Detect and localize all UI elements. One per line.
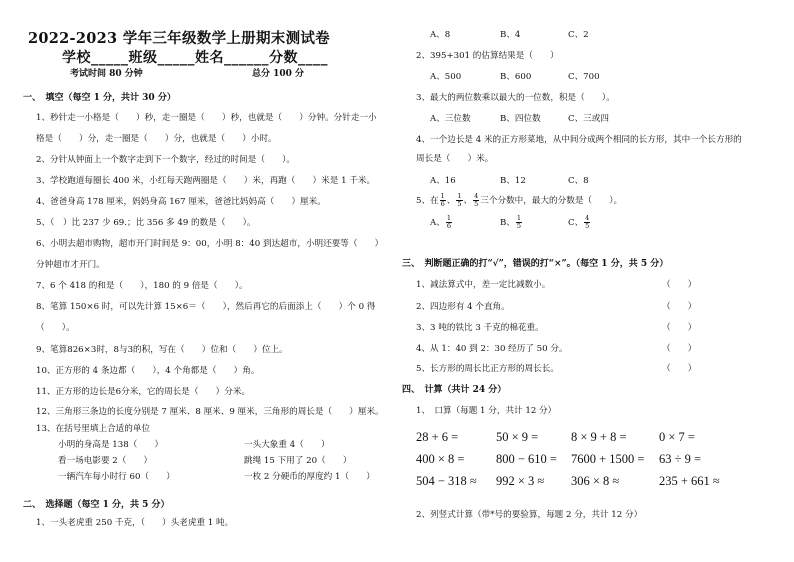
choice-option: C、2	[568, 30, 589, 40]
oral-calc-item: 0 × 7 =	[659, 430, 695, 444]
choice-question-4: 4、一个边长是 4 米的正方形菜地，从中间分成两个相同的长方形，其中一个长方形的	[416, 135, 742, 145]
oral-calc-item: 800 − 610 =	[496, 452, 557, 466]
choice-question-5: 5、在 $\frac{1}{6}$ 、 $\frac{1}{5}$ 、 $\frac{4}{5}$ 三个分数中，最大的分数是（ ）。	[416, 192, 623, 208]
fill-line: 8、笔算 150×6 时，可以先计算 15×6＝（ ），然后再它的后面添上（ ）个 0 得	[36, 302, 376, 312]
choice-option: A、8	[430, 30, 451, 40]
unit-item: 一头大象重 4（ ）	[244, 440, 330, 450]
choice-option: B、12	[500, 176, 526, 186]
oral-calc-item: 28 + 6 =	[416, 430, 459, 444]
choice-option: C、8	[568, 176, 589, 186]
written-calc-heading: 2、列竖式计算（带*号的要验算，每题 2 分，共计 12 分）	[416, 510, 643, 520]
unit-item: 小明的身高是 138（ ）	[58, 440, 164, 450]
choice-option: C、 $\frac{4}{5}$	[568, 214, 590, 230]
choice-option: B、 $\frac{1}{5}$	[500, 214, 522, 230]
unit-item: 看一场电影要 2（ ）	[58, 456, 153, 466]
section1-heading: 一、 填空（每空 1 分，共计 30 分）	[23, 93, 176, 103]
judge-item: 3、3 吨的铁比 3 千克的棉花重。	[416, 323, 544, 333]
choice-question-3: 3、最大的两位数乘以最大的一位数，积是（ ）。	[416, 93, 615, 103]
judge-answer-slot: （ ）	[662, 364, 697, 374]
fill-line: 4、爸爸身高 178 厘米，妈妈身高 167 厘米，爸爸比妈妈高（ ）厘米。	[36, 197, 326, 207]
fill-line: 13、在括号里填上合适的单位	[36, 424, 151, 434]
choice-option: B、4	[500, 30, 521, 40]
choice-option: C、700	[568, 72, 600, 82]
fill-line: 5、（ ）比 237 少 69.；比 356 多 49 的数是（ ）。	[36, 218, 256, 228]
section4-heading: 四、 计算（共计 24 分）	[402, 385, 507, 395]
choice-option: A、三位数	[430, 114, 471, 124]
total-score: 总分 100 分	[252, 69, 305, 79]
fill-line: 6、小明去超市购物，超市开门时间是 9：00，小明 8：40 到达超市，小明还要等（ ）	[36, 239, 384, 249]
judge-answer-slot: （ ）	[662, 280, 697, 290]
choice-option: A、16	[430, 176, 456, 186]
oral-calc-item: 400 × 8 =	[416, 452, 465, 466]
judge-item: 1、减法算式中，差一定比减数小。	[416, 280, 551, 290]
fill-line: 分钟超市才开门。	[36, 260, 105, 270]
oral-calc-heading: 1、 口算（每题 1 分，共计 12 分）	[416, 406, 557, 416]
judge-item: 4、从 1：40 到 2：30 经历了 50 分。	[416, 344, 568, 354]
fill-line: 格是（ ）分，走一圈是（ ）分，也就是（ ）小时。	[36, 134, 277, 144]
fraction: $\frac{4}{5}$	[585, 214, 590, 230]
choice-option: C、三或四	[568, 114, 609, 124]
choice-option: A、 $\frac{1}{6}$	[430, 214, 451, 230]
fill-line: 10、正方形的 4 条边都（ ），4 个角都是（ ）角。	[36, 366, 260, 376]
judge-answer-slot: （ ）	[662, 323, 697, 333]
judge-item: 5、长方形的周长比正方形的周长长。	[416, 364, 559, 374]
oral-calc-item: 504 − 318 ≈	[416, 474, 477, 488]
choice-option: B、四位数	[500, 114, 541, 124]
judge-answer-slot: （ ）	[662, 302, 697, 312]
choice-question-2: 2、395+301 的估算结果是（ ）	[416, 51, 559, 61]
q5-prefix: 5、在	[416, 196, 439, 206]
unit-item: 跳绳 15 下用了 20（ ）	[244, 456, 352, 466]
exam-title: 2022-2023 学年三年级数学上册期末测试卷	[28, 30, 330, 47]
fill-line: 7、6 个 418 的和是（ ），180 的 9 倍是（ ）。	[36, 281, 248, 291]
fill-line: 11、正方形的边长是6分米，它的周长是（ ）分米。	[36, 387, 251, 397]
oral-calc-item: 63 ÷ 9 =	[659, 452, 702, 466]
choice-question-1: 1、一头老虎重 250 千克，（ ）头老虎重 1 吨。	[36, 518, 234, 528]
oral-calc-item: 992 × 3 ≈	[496, 474, 545, 488]
oral-calc-item: 306 × 8 ≈	[571, 474, 620, 488]
exam-time: 考试时间 80 分钟	[70, 69, 143, 79]
judge-item: 2、四边形有 4 个直角。	[416, 302, 510, 312]
section3-heading: 三、 判断题正确的打“√”，错误的打“×”。（每空 1 分，共 5 分）	[402, 259, 669, 269]
section2-heading: 二、 选择题（每空 1 分，共 5 分）	[23, 500, 170, 510]
oral-calc-item: 235 + 661 ≈	[659, 474, 720, 488]
choice-question-4-cont: 周长是（ ）米。	[416, 154, 494, 164]
choice-option: B、600	[500, 72, 532, 82]
fill-line: 3、学校跑道每圈长 400 米，小红每天跑两圈是（ ）米，再跑（ ）米是 1 千米。	[36, 176, 376, 186]
oral-calc-item: 8 × 9 + 8 =	[571, 430, 627, 444]
choice-option: A、500	[430, 72, 462, 82]
fraction: $\frac{1}{6}$	[446, 214, 451, 230]
fill-line: 2、分针从钟面上一个数字走到下一个数字，经过的时间是（ ）。	[36, 155, 295, 165]
fraction: $\frac{1}{6}$	[440, 192, 445, 208]
student-info-line: 学校_____班级_____姓名______分数____	[62, 50, 328, 66]
unit-item: 一辆汽车每小时行 60（ ）	[58, 472, 175, 482]
q5-suffix: 三个分数中，最大的分数是（ ）。	[480, 196, 623, 206]
oral-calc-item: 7600 + 1500 =	[571, 452, 645, 466]
unit-item: 一枚 2 分硬币的厚度约 1（ ）	[244, 472, 375, 482]
fraction: $\frac{4}{5}$	[474, 192, 479, 208]
right-column	[400, 0, 794, 562]
judge-answer-slot: （ ）	[662, 344, 697, 354]
oral-calc-item: 50 × 9 =	[496, 430, 539, 444]
fraction: $\frac{1}{5}$	[516, 214, 522, 230]
fraction: $\frac{1}{5}$	[457, 192, 462, 208]
fill-line: 9、笔算826×3时，8与3的积，写在（ ）位和（ ）位上。	[36, 345, 288, 355]
fill-line: （ ）。	[36, 323, 75, 333]
fill-line: 1、秒针走一小格是（ ）秒，走一圈是（ ）秒，也就是（ ）分钟。分针走一小	[36, 113, 377, 123]
fill-line: 12、三角形三条边的长度分别是 7 厘米、8 厘米、9 厘米，三角形的周长是（ ）厘米。	[36, 407, 384, 417]
